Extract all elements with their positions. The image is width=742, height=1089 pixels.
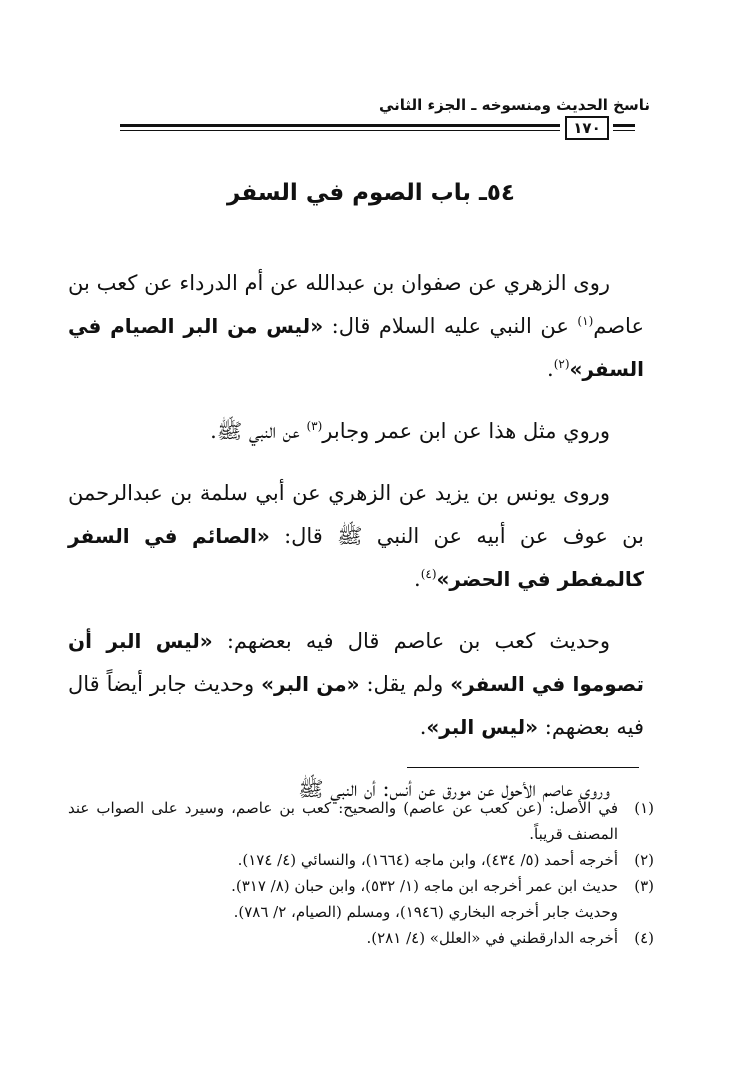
footnote-number bbox=[618, 899, 654, 925]
hadith-quote: «ليس البر أن تصوموا في السفر» bbox=[68, 629, 645, 696]
footnote-number: (٢) bbox=[634, 851, 654, 869]
text-run: ولم يقل: bbox=[359, 672, 451, 696]
footnote-number: (٣) bbox=[634, 877, 654, 895]
text-run: عن النبي ﷺ. bbox=[210, 419, 307, 443]
footnote-text: وحديث جابر أخرجه البخاري (١٩٤٦)، ومسلم (الصيام، ٢/ ٧٨٦). bbox=[233, 903, 618, 921]
footnote-ref-4: (٤) bbox=[420, 567, 437, 581]
footnote-ref-2: (٢) bbox=[553, 357, 570, 371]
running-header-title: ناسخ الحديث ومنسوخه ـ الجزء الثاني bbox=[378, 96, 650, 114]
paragraph-4 bbox=[68, 620, 644, 749]
footnotes bbox=[68, 795, 654, 951]
header-rule-right-thin bbox=[613, 130, 635, 131]
hadith-quote: «الصائم في السفر كالمفطر في الحضر» bbox=[68, 524, 644, 591]
footnote-text: أخرجه الدارقطني في «العلل» (٤/ ٢٨١). bbox=[366, 929, 618, 947]
footnote-text: في الأصل: (عن كعب عن عاصم) والصحيح: كعب بن عاصم، وسيرد على الصواب عند المصنف قريباً. bbox=[68, 799, 618, 843]
header-rule-thick bbox=[120, 124, 560, 127]
footnote-separator bbox=[407, 767, 639, 768]
paragraph-1 bbox=[68, 262, 644, 391]
page-number: ١٧٠ bbox=[565, 116, 609, 140]
main-text bbox=[68, 262, 644, 830]
chapter-title: ٥٤ـ باب الصوم في السفر bbox=[227, 180, 515, 206]
text-run: وحديث جابر أيضاً قال فيه بعضهم: bbox=[68, 672, 644, 739]
paragraph-2 bbox=[68, 410, 644, 453]
footnote-4 bbox=[68, 925, 654, 951]
paragraph-3 bbox=[68, 472, 644, 601]
hadith-quote: «ليس من البر الصيام في السفر» bbox=[68, 314, 644, 381]
footnote-1 bbox=[68, 795, 654, 847]
text-run: . bbox=[547, 357, 554, 381]
footnote-text: أخرجه أحمد (٥/ ٤٣٤)، وابن ماجه (١٦٦٤)، والنسائي (٤/ ١٧٤). bbox=[237, 851, 618, 869]
text-run: وروى عاصم الأحول عن مورق عن أنس: أن النبي ﷺ bbox=[298, 777, 610, 801]
text-run: عن النبي عليه السلام قال: bbox=[323, 314, 578, 338]
hadith-quote: «ليس البر» bbox=[426, 715, 539, 739]
text-run: وروى يونس بن يزيد عن الزهري عن أبي سلمة بن عبدالرحمن بن عوف عن أبيه عن النبي ﷺ قال: bbox=[68, 481, 644, 548]
text-run: . bbox=[414, 567, 421, 591]
footnote-2 bbox=[68, 847, 654, 873]
text-run: . bbox=[419, 715, 427, 739]
hadith-quote: «من البر» bbox=[261, 672, 360, 696]
text-run: وحديث كعب بن عاصم قال فيه بعضهم: bbox=[212, 629, 610, 653]
footnote-number: (٤) bbox=[634, 929, 654, 947]
header-rule-right-thick bbox=[613, 124, 635, 127]
footnote-3-continued bbox=[68, 899, 654, 925]
text-run: وروي مثل هذا عن ابن عمر وجابر bbox=[322, 419, 610, 443]
text-run: روى الزهري عن صفوان بن عبدالله عن أم الدرداء عن كعب بن عاصم bbox=[68, 271, 644, 338]
footnote-3 bbox=[68, 873, 654, 899]
header-rule-thin bbox=[120, 130, 560, 131]
footnote-number: (١) bbox=[634, 799, 654, 817]
footnote-text: حديث ابن عمر أخرجه ابن ماجه (١/ ٥٣٢)، وابن حبان (٨/ ٣١٧). bbox=[231, 877, 618, 895]
footnote-ref-1: (١) bbox=[577, 314, 594, 328]
footnote-ref-3: (٣) bbox=[306, 419, 323, 433]
